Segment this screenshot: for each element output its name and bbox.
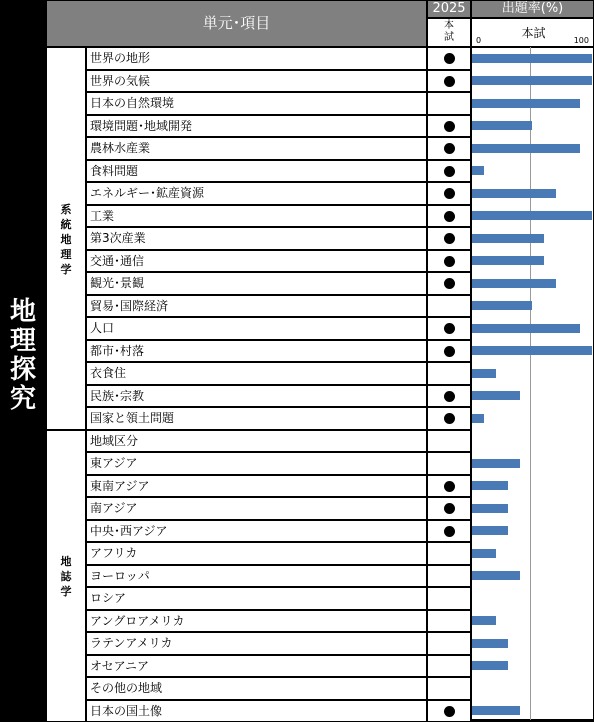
side-title-text [0,298,46,414]
row-year-cell [427,92,471,115]
asked-dot [444,143,455,154]
row-label: 工業 [86,205,427,228]
asked-dot [444,481,455,492]
row-year-cell [427,385,471,408]
axis-max-label: 100 [574,36,589,45]
row-year-cell [427,317,471,340]
row-year-cell [427,430,471,453]
row-year-cell [427,632,471,655]
header-rate-title: 出題率(%) [471,0,594,18]
bar [472,526,508,535]
bar [472,121,532,130]
row-year-cell [427,160,471,183]
bar [472,234,544,243]
category-char: 理 [47,247,85,262]
row-label: 貿易･国際経済 [86,295,427,318]
bar [472,211,592,220]
asked-dot [444,278,455,289]
side-title-char: 理 [0,327,46,356]
category-label [47,554,85,599]
asked-dot [444,53,455,64]
row-year-cell [427,497,471,520]
bar [472,76,592,85]
row-year-cell [427,137,471,160]
bar [472,639,508,648]
asked-dot [444,391,455,402]
row-label: アングロアメリカ [86,610,427,633]
asked-dot [444,346,455,357]
asked-dot [444,166,455,177]
category-char: 統 [47,217,85,232]
row-label: 東南アジア [86,475,427,498]
asked-dot [444,413,455,424]
row-label: ラテンアメリカ [86,632,427,655]
bar [472,414,484,423]
bar [472,346,592,355]
category-label [47,202,85,277]
row-label: 環境問題･地域開発 [86,115,427,138]
row-label: アフリカ [86,542,427,565]
row-year-cell [427,475,471,498]
row-label: 民族･宗教 [86,385,427,408]
side-title-char: 地 [0,298,46,327]
asked-dot [444,503,455,514]
bar [472,661,508,670]
asked-dot [444,233,455,244]
bar [472,706,520,715]
row-year-cell [427,70,471,93]
row-label: 世界の気候 [86,70,427,93]
row-year-cell [427,520,471,543]
row-label: 人口 [86,317,427,340]
axis-min-label: 0 [476,36,481,45]
asked-dot [444,706,455,717]
row-label: その他の地域 [86,677,427,700]
row-label: 食料問題 [86,160,427,183]
header-year: 2025 [427,0,471,18]
header-year-sub [428,20,470,44]
category-char: 学 [47,584,85,599]
asked-dot [444,211,455,222]
side-title-char: 究 [0,385,46,414]
row-year-cell [427,565,471,588]
bar [472,616,496,625]
asked-dot [444,323,455,334]
category-char: 地 [47,232,85,247]
row-year-cell [427,587,471,610]
header-rate-sub-cell [471,18,594,47]
asked-dot [444,256,455,267]
row-label: 中央･西アジア [86,520,427,543]
header-year-sub-char: 本 [428,20,470,32]
row-year-cell [427,700,471,722]
asked-dot [444,526,455,537]
row-label: エネルギー･鉱産資源 [86,182,427,205]
row-label: ヨーロッパ [86,565,427,588]
bar [472,166,484,175]
row-label: 南アジア [86,497,427,520]
row-year-cell [427,47,471,70]
row-label: 衣食住 [86,362,427,385]
bar [472,144,580,153]
category-char: 誌 [47,569,85,584]
bar [472,369,496,378]
category-cell [46,47,86,430]
axis-sub-label: 本試 [472,24,594,41]
bar [472,99,580,108]
bar [472,481,508,490]
row-label: 世界の地形 [86,47,427,70]
bar [472,279,556,288]
row-year-cell [427,115,471,138]
row-year-cell [427,340,471,363]
row-label: 日本の国土像 [86,700,427,722]
row-year-cell [427,655,471,678]
row-label: 第3次産業 [86,227,427,250]
bar [472,459,520,468]
row-label: 国家と領土問題 [86,407,427,430]
row-year-cell [427,182,471,205]
row-label: 地域区分 [86,430,427,453]
row-label: オセアニア [86,655,427,678]
row-label: ロシア [86,587,427,610]
header-year-sub-char: 試 [428,32,470,44]
asked-dot [444,121,455,132]
row-label: 日本の自然環境 [86,92,427,115]
side-title [0,0,46,720]
row-label: 交通･通信 [86,250,427,273]
row-year-cell [427,295,471,318]
header-year-sub-cell [427,18,471,47]
category-char: 学 [47,262,85,277]
bar [472,391,520,400]
bar [472,549,496,558]
row-year-cell [427,205,471,228]
row-year-cell [427,227,471,250]
row-year-cell [427,272,471,295]
category-cell [46,430,86,722]
side-title-char: 探 [0,356,46,385]
bar [472,256,544,265]
row-label: 都市･村落 [86,340,427,363]
row-year-cell [427,250,471,273]
row-year-cell [427,452,471,475]
bar [472,301,532,310]
header-unit-item: 単元･項目 [46,0,427,47]
row-year-cell [427,362,471,385]
asked-dot [444,188,455,199]
row-year-cell [427,542,471,565]
asked-dot [444,76,455,87]
row-year-cell [427,610,471,633]
bar [472,504,508,513]
bar [472,324,580,333]
row-label: 農林水産業 [86,137,427,160]
row-year-cell [427,677,471,700]
row-label: 観光･景観 [86,272,427,295]
bar [472,54,592,63]
row-year-cell [427,407,471,430]
bar [472,189,556,198]
category-char: 地 [47,554,85,569]
row-label: 東アジア [86,452,427,475]
bar [472,571,520,580]
category-char: 系 [47,202,85,217]
